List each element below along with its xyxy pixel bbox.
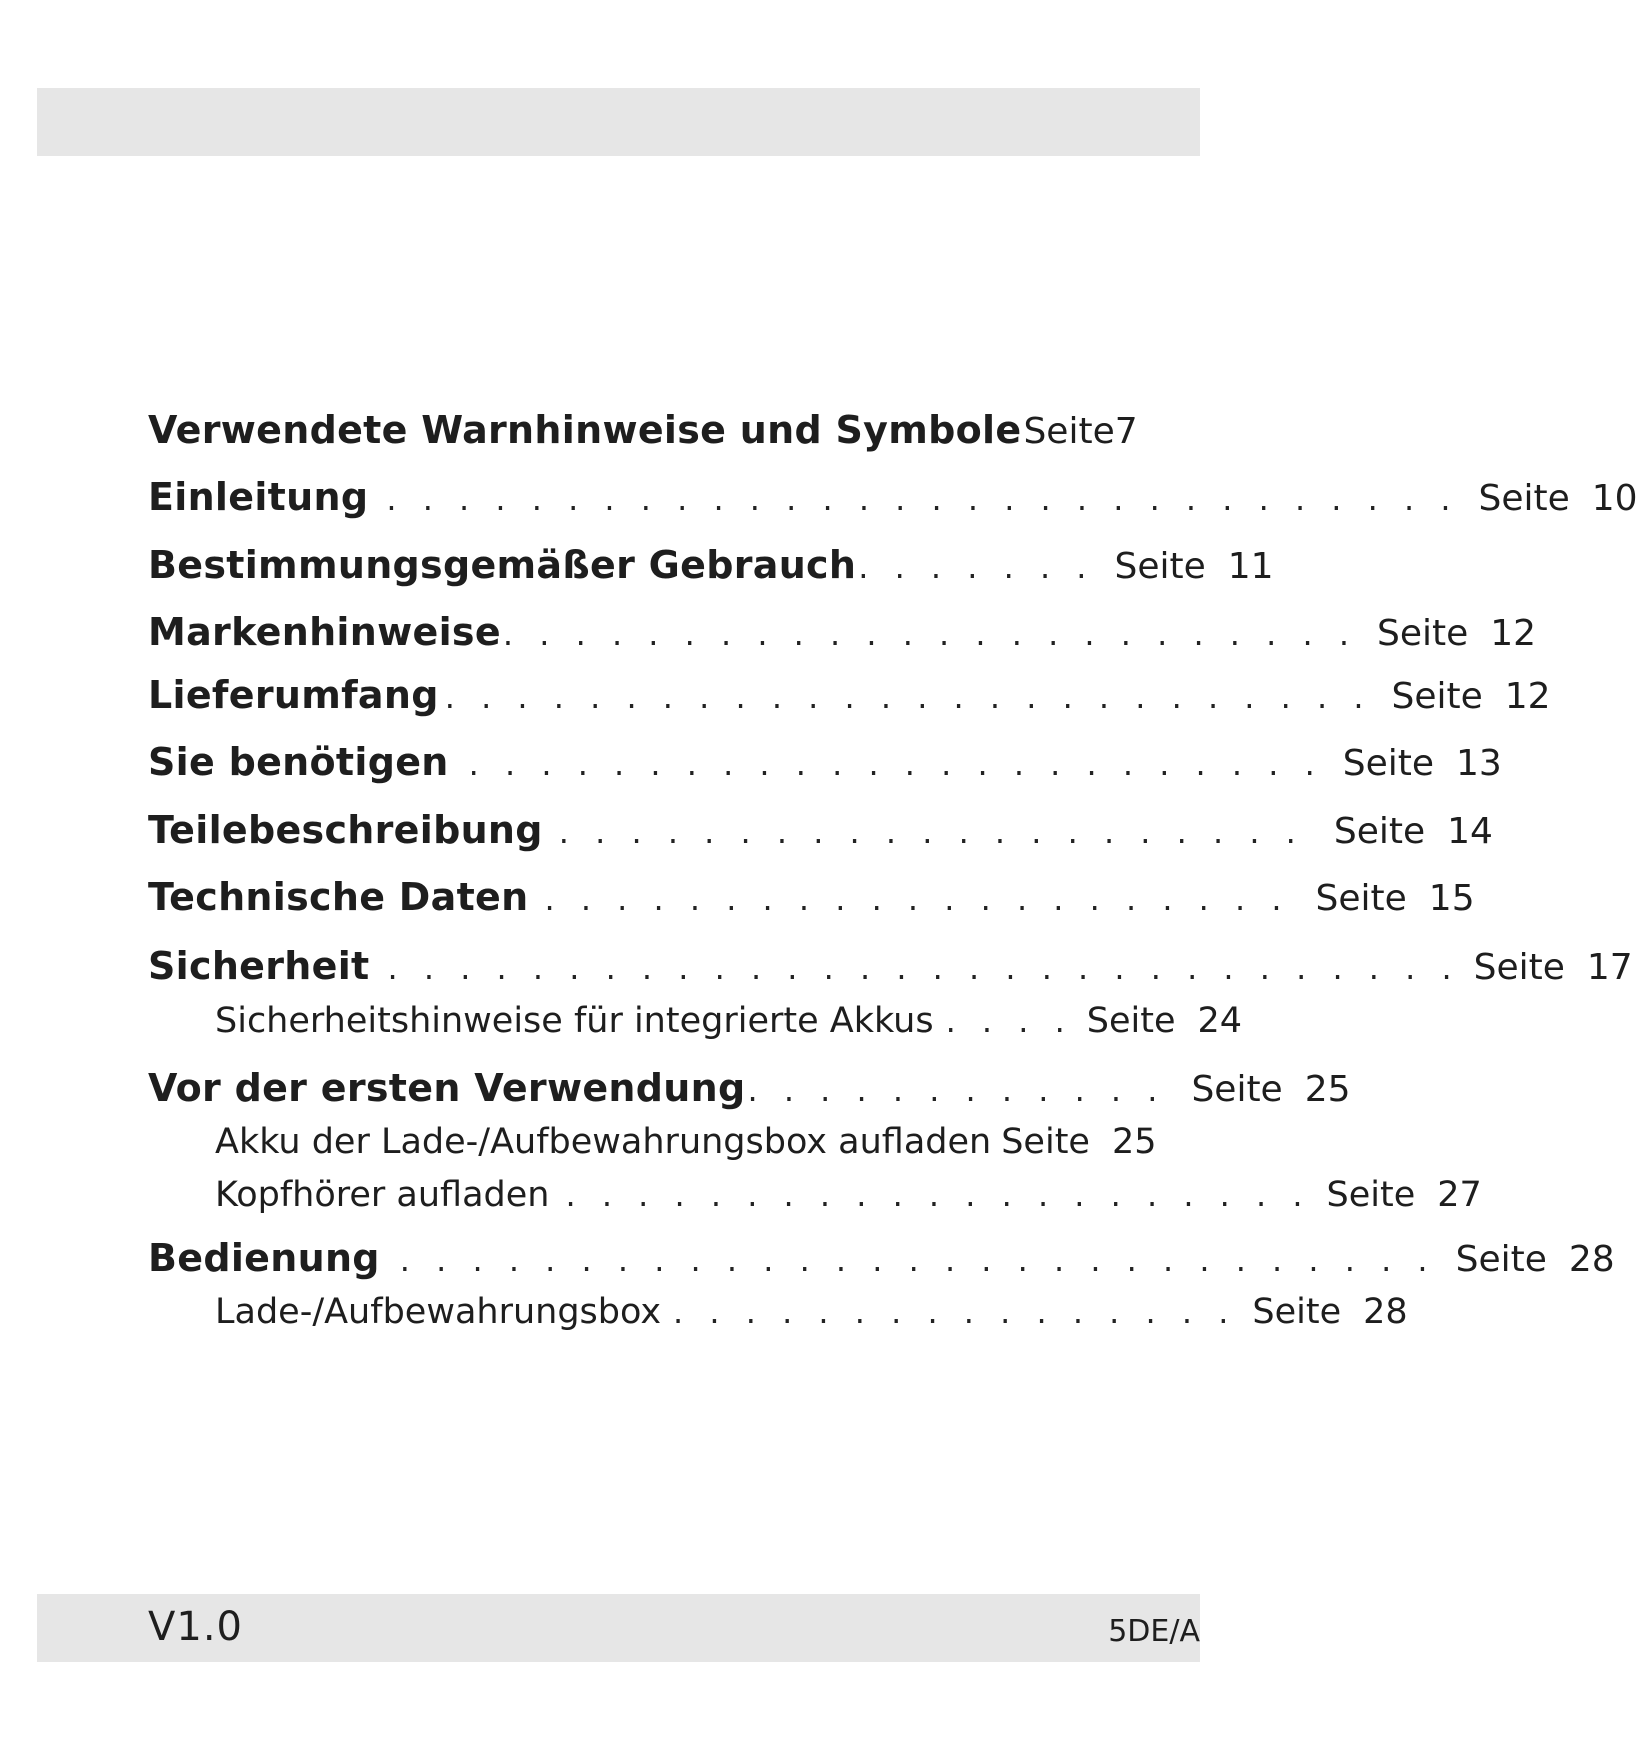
toc-entry[interactable]: [148, 1236, 1615, 1280]
toc-entry-page: 11: [1227, 546, 1274, 587]
toc-entry-page: 27: [1437, 1175, 1482, 1215]
toc-entry-dots: . . . . . . . . . . . . . . . . . . . . . . . .: [468, 745, 1323, 783]
version-label: V1.0: [148, 1604, 243, 1650]
toc-entry-seite: Seite: [1326, 1175, 1416, 1215]
toc-entry-title: Sie benötigen: [148, 740, 449, 784]
toc-entry-page: 12: [1490, 613, 1537, 654]
toc-entry-title: Bedienung: [148, 1236, 380, 1280]
toc-entry-dots: . . . . . . . . . . . . . . . . . . . . . . . . . .: [444, 678, 1372, 716]
toc-entry-title: Lieferumfang: [148, 673, 439, 717]
toc-entry[interactable]: [148, 875, 1475, 919]
toc-subentry[interactable]: [215, 1001, 1243, 1041]
toc-entry-seite: Seite: [1023, 411, 1115, 452]
toc-entry-page: 15: [1428, 878, 1475, 919]
toc-subentry[interactable]: [215, 1122, 1157, 1162]
toc-entry-seite: Seite: [1333, 811, 1426, 852]
toc-entry-seite: Seite: [1478, 478, 1570, 519]
toc-entry-seite: Seite: [1391, 676, 1483, 717]
toc-entry-dots: . . . . . . .: [858, 548, 1095, 586]
toc-entry-page: 24: [1197, 1001, 1243, 1041]
toc-entry-dots: . . . .: [945, 1002, 1073, 1040]
toc-entry-seite: Seite: [1342, 743, 1434, 784]
toc-entry-page: 13: [1456, 743, 1502, 784]
toc-entry-title: Verwendete Warnhinweise und Symbole: [148, 408, 1022, 452]
toc-entry-page: 7: [1114, 411, 1138, 452]
toc-entry-title: Markenhinweise: [148, 610, 501, 654]
toc-entry[interactable]: [148, 944, 1633, 988]
toc-entry-title: Sicherheitshinweise für integrierte Akkus: [215, 1001, 934, 1041]
toc-entry-seite: Seite: [1252, 1292, 1342, 1332]
toc-subentry[interactable]: [215, 1175, 1482, 1215]
toc-entry-page: 25: [1304, 1069, 1351, 1110]
toc-entry-dots: . . . . . . . . . . . . . . . .: [673, 1293, 1237, 1331]
toc-entry-title: Einleitung: [148, 475, 369, 519]
toc-entry-title: Vor der ersten Verwendung: [148, 1066, 746, 1110]
toc-entry[interactable]: [148, 610, 1537, 654]
toc-entry-page: 10: [1591, 478, 1638, 519]
toc-entry[interactable]: [148, 1066, 1351, 1110]
toc-entry-dots: . . . . . . . . . . . . . . . . . . . . .: [544, 880, 1290, 918]
toc-entry-seite: Seite: [1473, 947, 1565, 988]
footer-band: [37, 1594, 1200, 1662]
toc-entry[interactable]: [148, 475, 1638, 519]
toc-subentry[interactable]: [215, 1292, 1408, 1332]
page-number: 5DE/A: [1108, 1614, 1200, 1649]
toc-entry-page: 28: [1363, 1292, 1408, 1332]
toc-entry-dots: . . . . . . . . . . . . . . . . . . . . . . . . . . . . .: [399, 1241, 1436, 1279]
toc-entry[interactable]: [148, 808, 1493, 852]
toc-entry-dots: . . . . . . . . . . . . . . . . . . . . .: [565, 1176, 1311, 1214]
toc-entry[interactable]: [148, 408, 1138, 452]
toc-entry-title: Bestimmungsgemäßer Gebrauch: [148, 543, 857, 587]
toc-entry-seite: Seite: [1114, 546, 1206, 587]
toc-entry-seite: Seite: [1376, 613, 1469, 654]
toc-entry-title: Kopfhörer aufladen: [215, 1175, 550, 1215]
toc-entry[interactable]: [148, 740, 1502, 784]
toc-entry-page: 28: [1568, 1239, 1615, 1280]
toc-entry-seite: Seite: [1315, 878, 1407, 919]
toc-entry-dots: . . . . . . . . . . . . . . . . . . . . .: [558, 813, 1304, 851]
toc-entry-title: Akku der Lade-/Aufbewahrungsbox aufladen: [215, 1122, 992, 1162]
toc-entry-seite: Seite: [1191, 1069, 1283, 1110]
toc-entry[interactable]: [148, 543, 1274, 587]
toc-entry-dots: . . . . . . . . . . . . . . . . . . . . . . . .: [502, 615, 1357, 653]
toc-entry-page: 12: [1504, 676, 1551, 717]
toc-entry-page: 17: [1586, 947, 1633, 988]
toc-entry-title: Sicherheit: [148, 944, 370, 988]
toc-entry-title: Lade-/Aufbewahrungsbox: [215, 1292, 662, 1332]
toc-entry-seite: Seite: [1455, 1239, 1547, 1280]
toc-entry-dots: . . . . . . . . . . . . . . . . . . . . . . . . . . . . . .: [387, 949, 1460, 987]
toc-entry-title: Technische Daten: [148, 875, 529, 919]
toc-entry-seite: Seite: [1086, 1001, 1176, 1041]
toc-entry-title: Teilebeschreibung: [148, 808, 543, 852]
toc-entry-page: 25: [1111, 1122, 1157, 1162]
toc-entry-seite: Seite: [1001, 1122, 1090, 1162]
toc-entry[interactable]: [148, 673, 1551, 717]
toc-entry-dots: . . . . . . . . . . . .: [747, 1071, 1166, 1109]
toc-entry-dots: . . . . . . . . . . . . . . . . . . . . . . . . . . . . . .: [386, 480, 1459, 518]
toc-entry-page: 14: [1447, 811, 1493, 852]
